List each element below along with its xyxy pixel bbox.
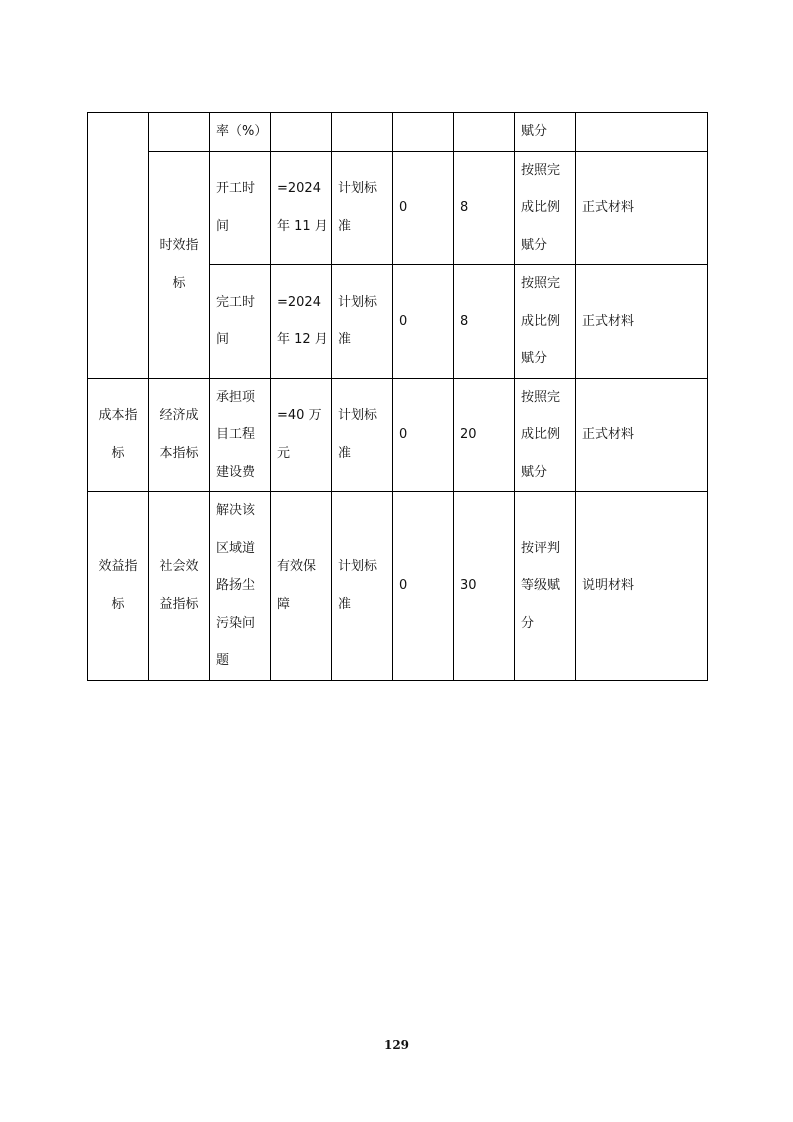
table-row	[88, 151, 708, 265]
category-cell: 成本指 标	[88, 378, 149, 492]
table-row	[88, 492, 708, 681]
value-cell	[271, 113, 332, 152]
method-cell: 按照完 成比例 赋分	[515, 265, 576, 379]
value-cell: 有效保 障	[271, 492, 332, 681]
score-cell: 30	[454, 492, 515, 681]
weight-cell: 0	[393, 151, 454, 265]
weight-cell	[393, 113, 454, 152]
weight-cell: 0	[393, 265, 454, 379]
table-row	[88, 113, 708, 152]
weight-cell: 0	[393, 492, 454, 681]
method-cell: 按照完 成比例 赋分	[515, 378, 576, 492]
evidence-cell: 正式材料	[576, 265, 708, 379]
method-cell: 按照完 成比例 赋分	[515, 151, 576, 265]
subcategory-cell: 社会效 益指标	[149, 492, 210, 681]
standard-cell: 计划标 准	[332, 378, 393, 492]
weight-cell: 0	[393, 378, 454, 492]
score-cell: 8	[454, 151, 515, 265]
value-cell: =2024 年 11 月	[271, 151, 332, 265]
category-cell	[88, 113, 149, 379]
standard-cell: 计划标 准	[332, 492, 393, 681]
standard-cell	[332, 113, 393, 152]
subcategory-cell	[149, 113, 210, 152]
method-cell: 赋分	[515, 113, 576, 152]
evidence-cell: 正式材料	[576, 378, 708, 492]
category-cell: 效益指 标	[88, 492, 149, 681]
score-cell: 20	[454, 378, 515, 492]
indicator-cell: 解决该 区域道 路扬尘 污染问 题	[210, 492, 271, 681]
value-cell: =40 万 元	[271, 378, 332, 492]
method-cell: 按评判 等级赋 分	[515, 492, 576, 681]
evidence-cell: 说明材料	[576, 492, 708, 681]
score-cell: 8	[454, 265, 515, 379]
value-cell: =2024 年 12 月	[271, 265, 332, 379]
indicator-cell: 承担项 目工程 建设费	[210, 378, 271, 492]
indicator-cell: 开工时 间	[210, 151, 271, 265]
page-number: 129	[383, 1038, 410, 1052]
subcategory-cell: 经济成 本指标	[149, 378, 210, 492]
table-row	[88, 378, 708, 492]
indicator-cell: 完工时 间	[210, 265, 271, 379]
evidence-cell: 正式材料	[576, 151, 708, 265]
evidence-cell	[576, 113, 708, 152]
performance-indicator-table	[87, 112, 708, 681]
subcategory-cell: 时效指 标	[149, 151, 210, 378]
indicator-cell: 率（%）	[210, 113, 271, 152]
standard-cell: 计划标 准	[332, 265, 393, 379]
standard-cell: 计划标 准	[332, 151, 393, 265]
score-cell	[454, 113, 515, 152]
